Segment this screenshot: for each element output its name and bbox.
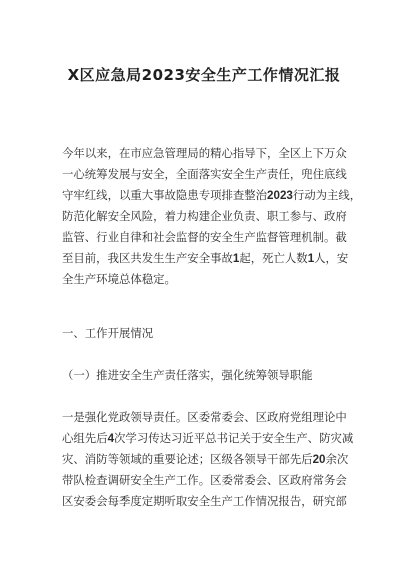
text-span: 余次 — [325, 452, 349, 466]
section-heading: 一、工作开展情况 — [62, 326, 154, 340]
text-span: 至目前，我区共发生生产安全事故 — [62, 251, 233, 265]
text-line — [62, 165, 347, 183]
text-span: 行动为主线， — [292, 188, 362, 202]
number-span: 1 — [307, 252, 315, 265]
number-span: 20 — [312, 453, 326, 466]
text-line — [62, 429, 353, 448]
text-line — [62, 408, 347, 426]
text-span: 防范化解安全风险，着力构建企业负责、职工参与、政府 — [62, 209, 347, 223]
text-line — [62, 144, 347, 162]
subsection-heading: （一）推进安全生产责任落实，强化统筹领导职能 — [62, 368, 313, 382]
text-span: 一是强化党政领导责任。区委常委会、区政府党组理论中 — [62, 410, 347, 424]
text-span: 起，死亡人数 — [239, 251, 308, 265]
text-span: 今年以来，在市应急管理局的精心指导下，全区上下万众 — [62, 146, 347, 160]
text-line — [62, 228, 347, 246]
text-line — [62, 450, 348, 469]
text-line — [62, 471, 347, 489]
text-span: 守牢红线，以重大事故隐患专项排查整治 — [62, 188, 268, 202]
text-span: 全生产环境总体稳定。 — [62, 272, 176, 286]
text-span: 次学习传达习近平总书记关于安全生产、防灾减 — [114, 431, 354, 445]
text-span: 监管、行业自律和社会监督的安全生产监督管理机制。截 — [62, 230, 347, 244]
text-line — [62, 270, 176, 288]
number-span: 2023 — [267, 189, 293, 202]
text-span: 心组先后 — [62, 431, 108, 445]
text-line — [62, 492, 347, 510]
text-span: 区安委会每季度定期听取安全生产工作情况报告，研究部 — [62, 494, 347, 508]
number-span: 4 — [107, 432, 115, 445]
text-line — [62, 249, 348, 268]
text-line — [62, 207, 347, 225]
text-span: 灾、消防等领域的重要论述；区级各领导干部先后 — [62, 452, 313, 466]
number-span: 1 — [232, 252, 240, 265]
text-span: 带队检查调研安全生产工作。区委常委会、区政府常务会 — [62, 473, 347, 487]
text-line — [62, 186, 361, 205]
document-title: X区应急局2023安全生产工作情况汇报 — [67, 66, 341, 84]
text-span: 人，安 — [314, 251, 349, 265]
text-span: 一心统筹发展与安全，全面落实安全生产责任，兜住底线 — [62, 167, 347, 181]
